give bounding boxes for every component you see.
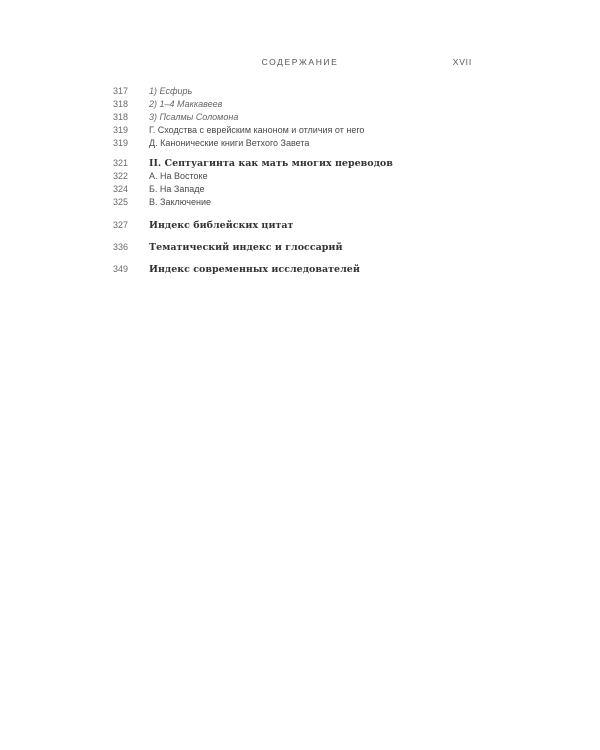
toc-page-number: 325 bbox=[113, 197, 129, 207]
toc-page-number: 317 bbox=[113, 86, 129, 96]
toc-entry-title: В. Заключение bbox=[149, 197, 211, 207]
table-of-contents bbox=[113, 85, 493, 276]
toc-entry-title: Индекс современных исследователей bbox=[149, 264, 360, 275]
toc-entry bbox=[113, 170, 493, 183]
toc-entry-title: А. На Востоке bbox=[149, 171, 208, 181]
toc-section-heading bbox=[113, 240, 493, 254]
toc-entry-title: 3) Псалмы Соломона bbox=[149, 112, 239, 122]
toc-entry bbox=[113, 111, 493, 124]
toc-entry-title: Д. Канонические книги Ветхого Завета bbox=[149, 138, 310, 148]
toc-entry bbox=[113, 137, 493, 150]
toc-page-number: 336 bbox=[113, 242, 129, 252]
page-title: СОДЕРЖАНИЕ bbox=[261, 57, 339, 67]
toc-page-number: 318 bbox=[113, 99, 129, 109]
toc-page-number: 324 bbox=[113, 184, 129, 194]
spacer bbox=[113, 254, 493, 262]
toc-entry bbox=[113, 124, 493, 137]
toc-entry-title: Тематический индекс и глоссарий bbox=[149, 242, 343, 253]
toc-entry bbox=[113, 196, 493, 209]
spacer bbox=[113, 209, 493, 218]
toc-page-number: 322 bbox=[113, 171, 129, 181]
toc-page-number: 349 bbox=[113, 264, 129, 274]
toc-section-heading bbox=[113, 156, 493, 170]
toc-entry bbox=[113, 98, 493, 111]
toc-entry bbox=[113, 183, 493, 196]
running-head bbox=[0, 57, 600, 71]
toc-entry-title: II. Септуагинта как мать многих переводов bbox=[149, 158, 393, 169]
toc-entry-title: 1) Есфирь bbox=[149, 86, 193, 96]
toc-page-number: 319 bbox=[113, 138, 129, 148]
spacer bbox=[113, 232, 493, 240]
toc-page-number: 327 bbox=[113, 220, 129, 230]
toc-section-heading bbox=[113, 262, 493, 276]
toc-page-number: 318 bbox=[113, 112, 129, 122]
toc-page-number: 321 bbox=[113, 158, 129, 168]
toc-entry-title: Г. Сходства с еврейским каноном и отличия от него bbox=[149, 125, 365, 135]
toc-entry-title: Б. На Западе bbox=[149, 184, 205, 194]
page-number: XVII bbox=[452, 57, 472, 67]
toc-entry bbox=[113, 85, 493, 98]
toc-page-number: 319 bbox=[113, 125, 129, 135]
toc-section-heading bbox=[113, 218, 493, 232]
toc-entry-title: 2) 1–4 Маккавеев bbox=[149, 99, 223, 109]
toc-entry-title: Индекс библейских цитат bbox=[149, 220, 294, 231]
